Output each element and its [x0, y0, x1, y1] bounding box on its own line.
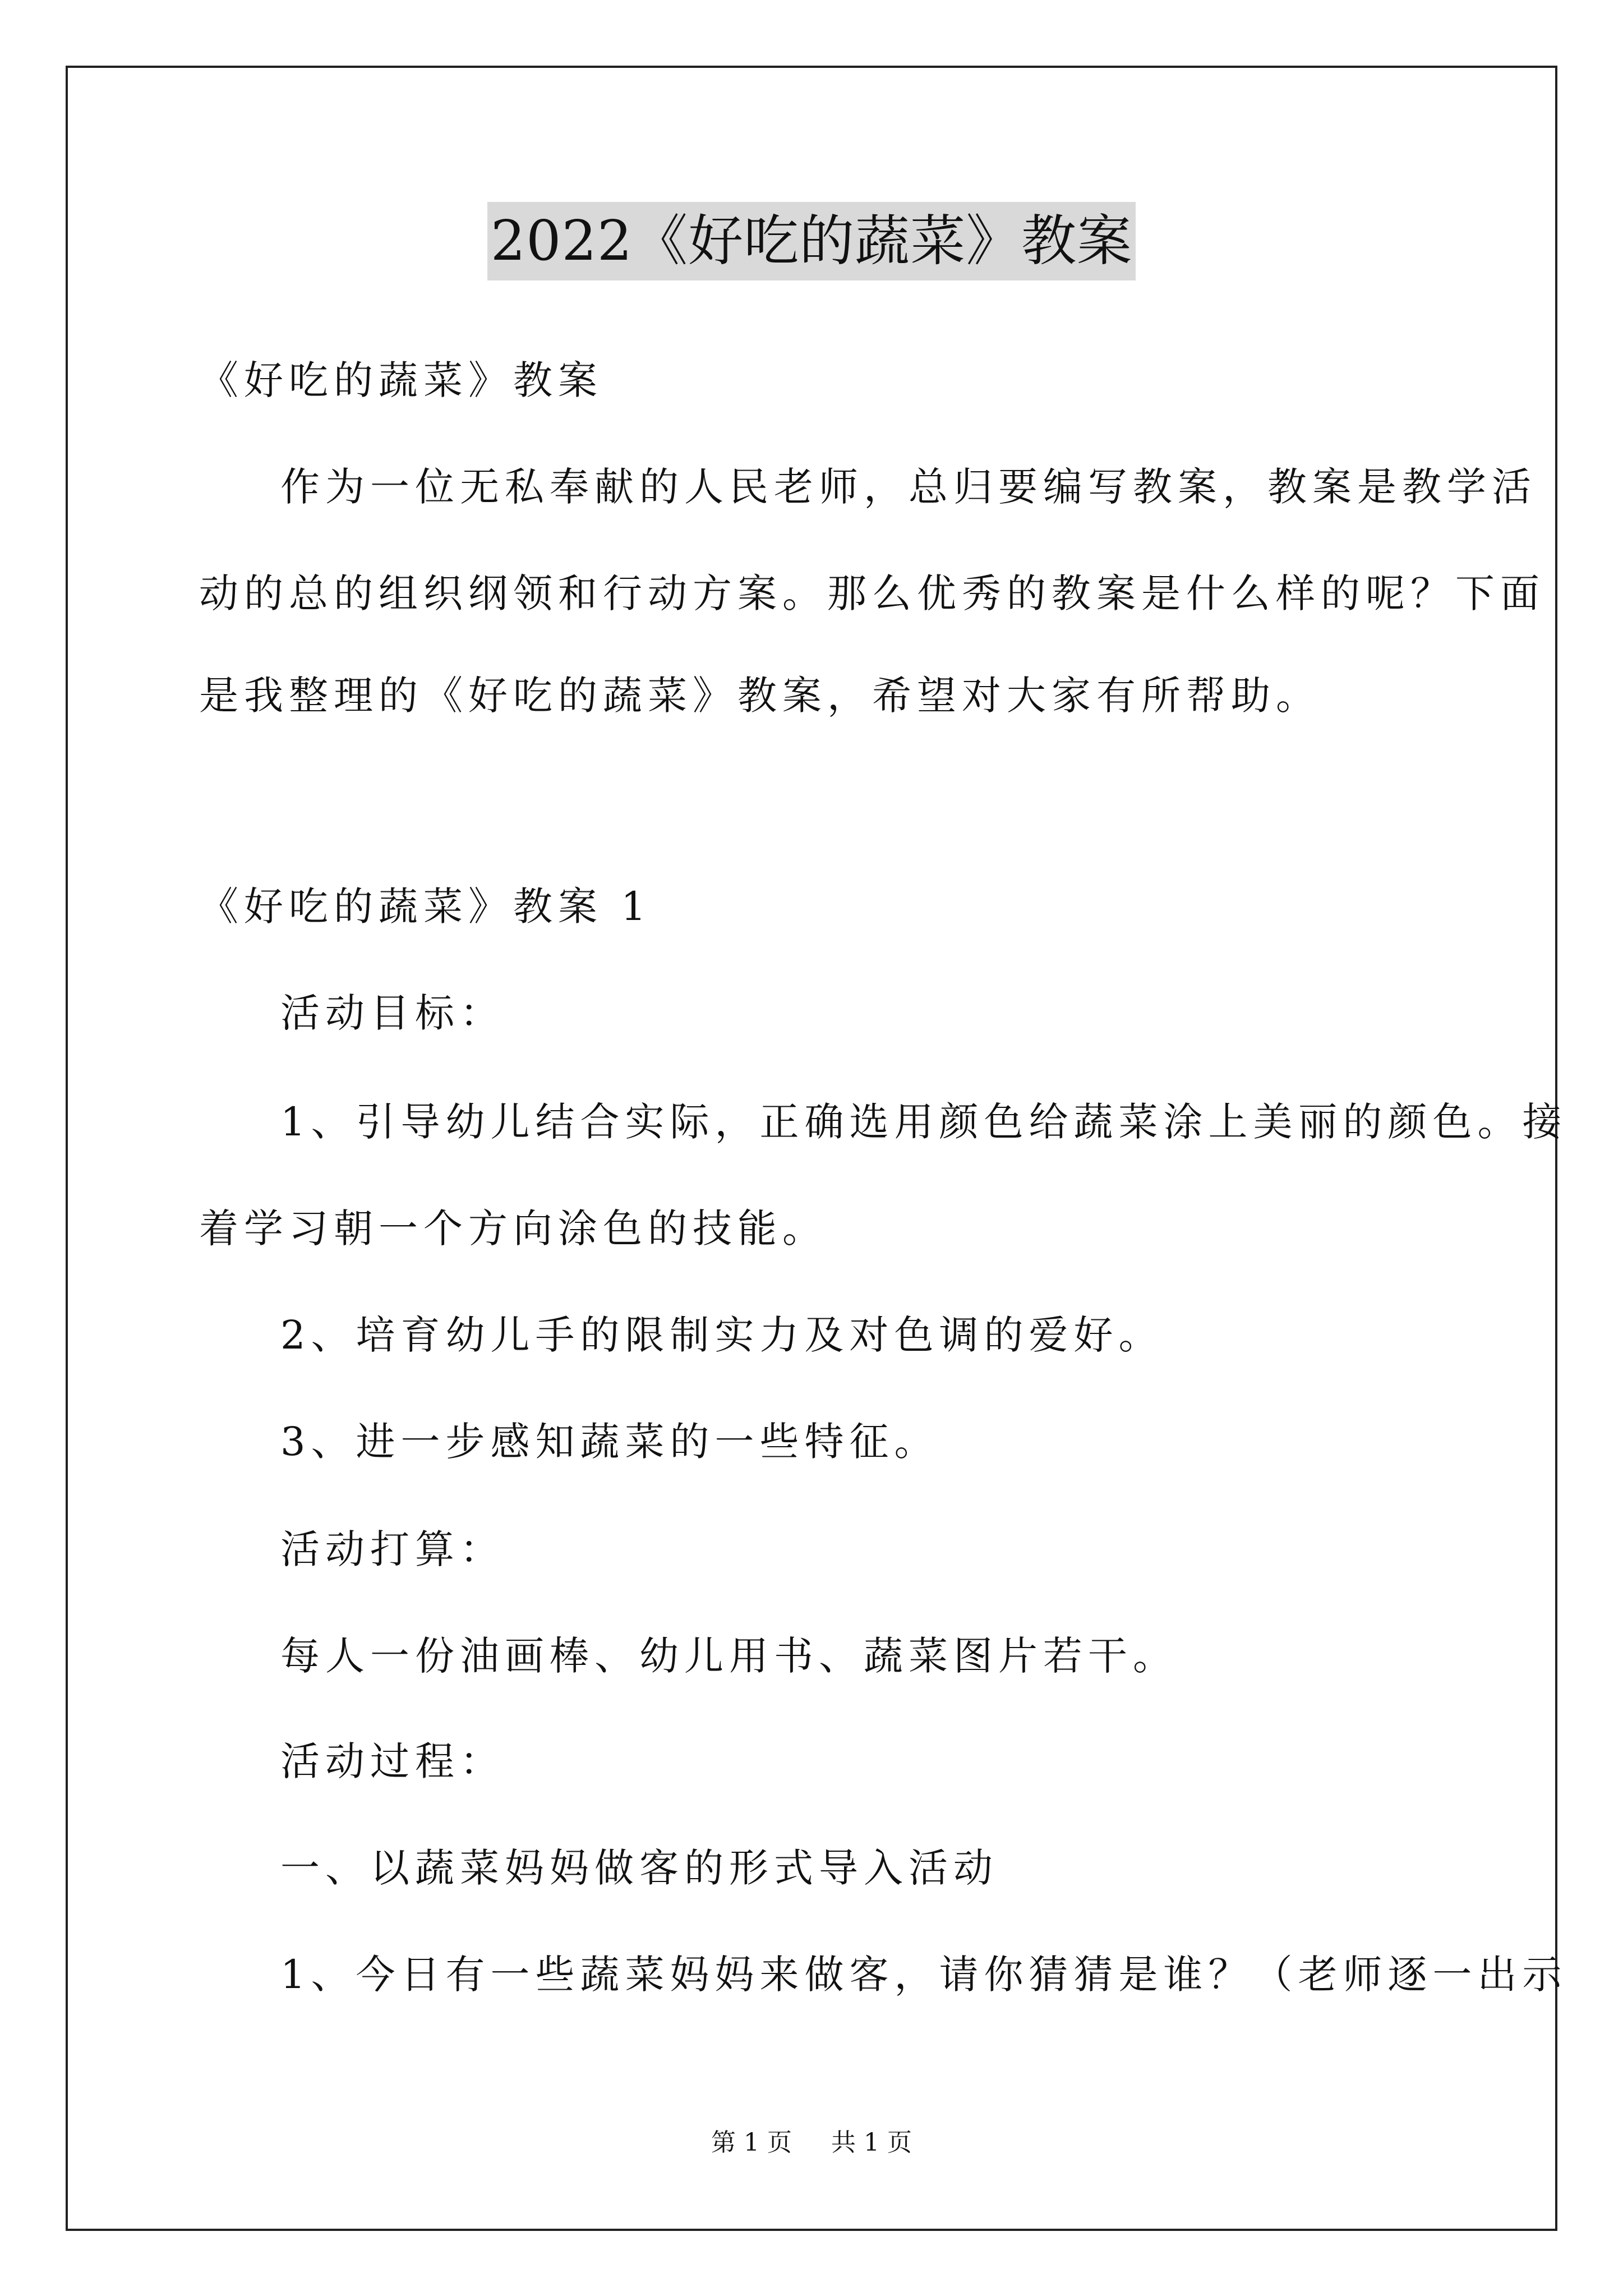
- document-title: 2022《好吃的蔬菜》教案: [487, 202, 1136, 280]
- paragraph-line: 3、进一步感知蔬菜的一些特征。: [280, 1419, 939, 1465]
- paragraph-line: 动的总的组织纲领和行动方案。那么优秀的教案是什么样的呢？下面: [199, 570, 1545, 616]
- paragraph-line: 2、培育幼儿手的限制实力及对色调的爱好。: [280, 1312, 1164, 1358]
- section-heading: 《好吃的蔬菜》教案: [199, 357, 603, 403]
- paragraph-line: 是我整理的《好吃的蔬菜》教案，希望对大家有所帮助。: [199, 673, 1321, 719]
- page-total: 共 1 页: [831, 2128, 912, 2157]
- paragraph-line: 每人一份油画棒、幼儿用书、蔬菜图片若干。: [280, 1633, 1178, 1679]
- paragraph-line: 着学习朝一个方向涂色的技能。: [199, 1205, 827, 1251]
- title-container: [0, 202, 1623, 280]
- page-number: 第 1 页: [711, 2128, 792, 2157]
- paragraph-line: 1、今日有一些蔬菜妈妈来做客，请你猜猜是谁？（老师逐一出示: [280, 1952, 1567, 1998]
- paragraph-line: 作为一位无私奉献的人民老师，总归要编写教案，教案是教学活: [280, 464, 1537, 510]
- section-heading: 《好吃的蔬菜》教案 1: [199, 884, 652, 930]
- paragraph-line: 活动过程：: [280, 1738, 505, 1784]
- paragraph-line: 1、引导幼儿结合实际，正确选用颜色给蔬菜涂上美丽的颜色。接: [280, 1099, 1567, 1145]
- page-footer: [0, 2126, 1623, 2160]
- paragraph-line: 活动打算：: [280, 1526, 505, 1572]
- paragraph-line: 一、以蔬菜妈妈做客的形式导入活动: [280, 1845, 998, 1891]
- paragraph-line: 活动目标：: [280, 990, 505, 1036]
